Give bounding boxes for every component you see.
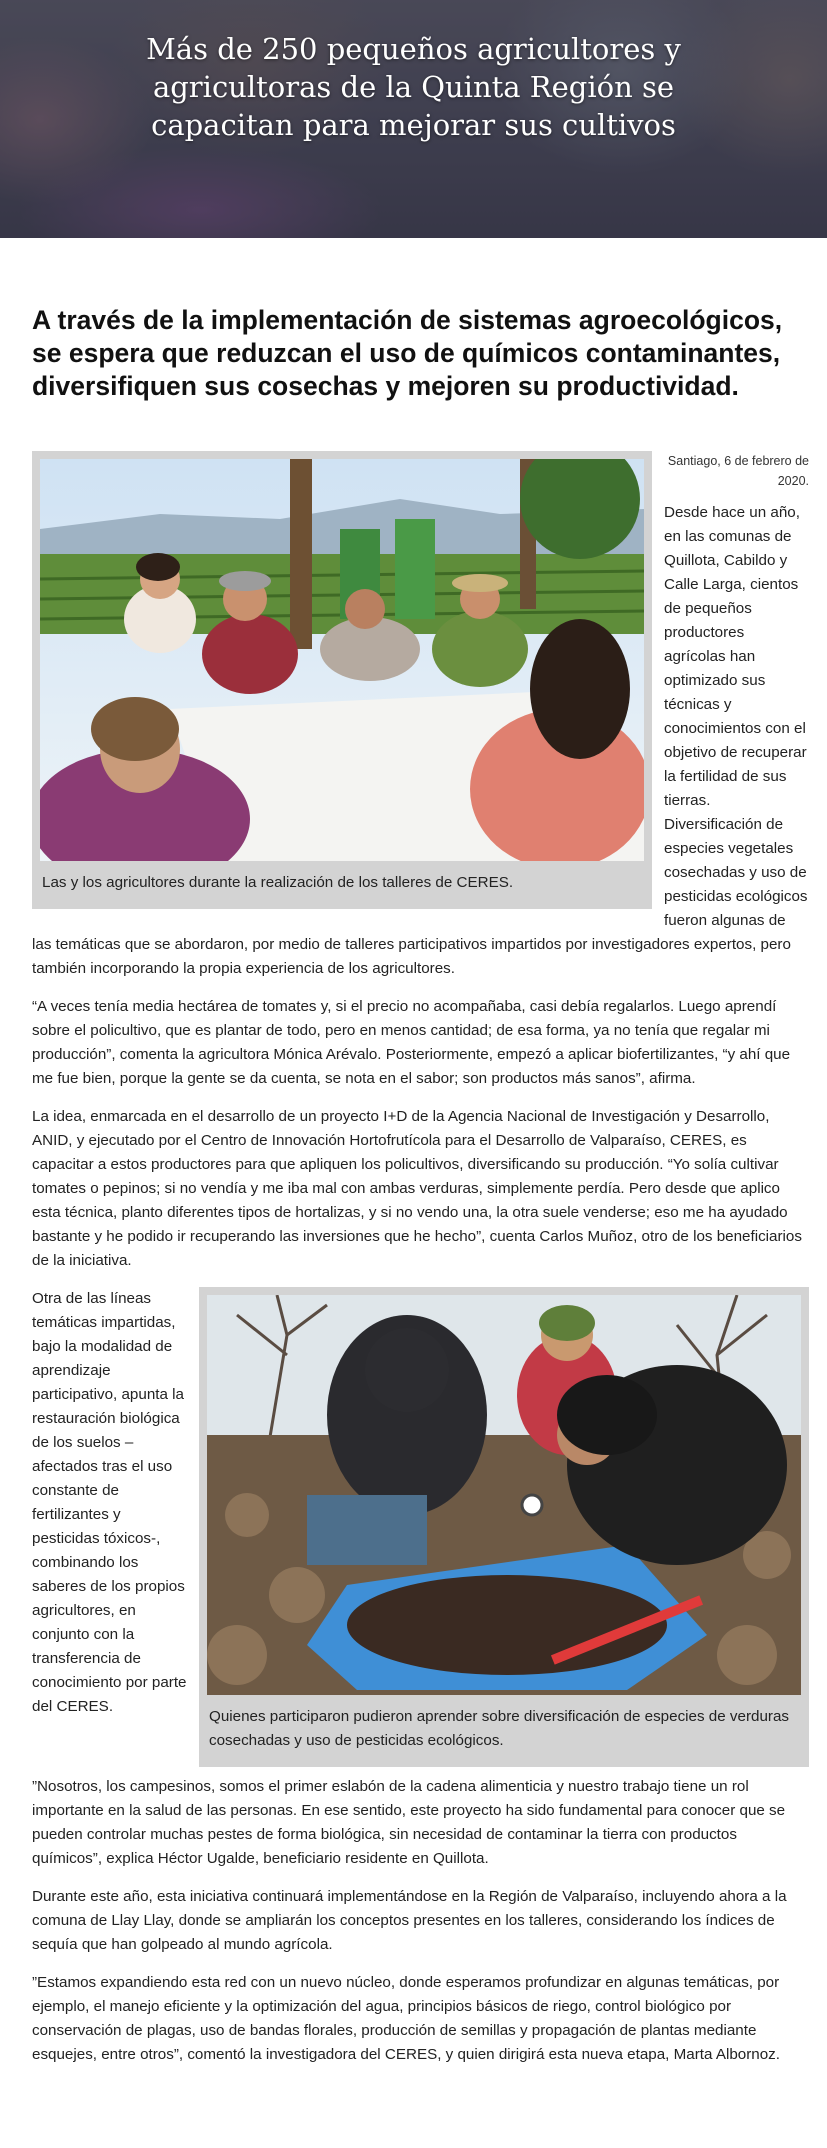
paragraph: La idea, enmarcada en el desarrollo de un proyecto I+D de la Agencia Nacional de Investigación y Desarrollo, ANID, y ejecutado por el Centro de Innovación Hortofrutícola para el Desarrollo de Valparaíso, CERES, es capacitar a estos productores para que apliquen los policultivos, diversificando su producción. “Yo solía cultivar tomates o pepinos; si no vendía y me iba mal con ambas verduras, simplemente perdía. Pero desde que aplico esta técnica, planto diferentes tipos de hortalizas, y si no vendo una, la otra suele venderse; eso me ha ayudado bastante y he podido ir recuperando las inversiones que he hecho”, cuenta Carlos Muñoz, otro de los beneficiarios de la iniciativa. [32,1108,802,1269]
article-body [32,451,809,2067]
paragraph: “A veces tenía media hectárea de tomates y, si el precio no acompañaba, casi debía regalarlos. Luego aprendí sobre el policultivo, que es plantar de todo, pero en menos cantidad; de esa forma, ya no tenía que regalar mi producción”, comenta la agricultora Mónica Arévalo. Posteriormente, empezó a aplicar biofertilizantes, “y ahí que me fue bien, porque la gente se da cuenta, se nota en el sabor; son productos más sanos”, afirma. [32,998,791,1087]
paragraph: Desde hace un año, en las comunas de Quillota, Cabildo y Calle Larga, cientos de pequeños productores agrícolas han optimizado sus técnicas y conocimientos con el objetivo de recuperar la fertilidad de sus tierras. Diversificación de especies vegetales cosechadas y uso de pesticidas ecológicos fueron algunas de las temáticas que se abordaron, por medio de talleres participativos impartidos por investigadores expertos, pero también incorporando la propia experiencia de los agricultores. [32,504,808,977]
paragraph: ”Estamos expandiendo esta red con un nuevo núcleo, donde esperamos profundizar en algunas temáticas, por ejemplo, el manejo eficiente y la optimización del agua, principios básicos de riego, control biológico por conservación de plagas, uso de bandas florales, producción de semillas y propagación de plantas mediante esquejes, entre otros”, comentó la investigadora del CERES, y quien dirigirá esta nueva etapa, Marta Albornoz. [32,1974,780,2063]
lead-paragraph: A través de la implementación de sistemas agroecológicos, se espera que reduzcan el uso de químicos contaminantes, diversifiquen sus cosechas y mejoren su productividad. [32,305,783,401]
figure-caption: Quienes participaron pudieron aprender sobre diversificación de especies de verduras cosechadas y uso de pesticidas ecológicos. [209,1708,789,1749]
figure-caption: Las y los agricultores durante la realización de los talleres de CERES. [42,874,514,891]
paragraph: Durante este año, esta iniciativa continuará implementándose en la Región de Valparaíso, incluyendo ahora a la comuna de Llay Llay, donde se ampliarán los conceptos presentes en los talleres, considerando los índices de sequía que han golpeado al mundo agrícola. [32,1888,787,1953]
paragraph: ”Nosotros, los campesinos, somos el primer eslabón de la cadena alimenticia y nuestro trabajo tiene un rol importante en la salud de las personas. En ese sentido, este proyecto ha sido fundamental para conocer que se pueden controlar muchas pestes de forma biológica, sin necesidad de contaminar la tierra con productos químicos”, explica Héctor Ugalde, beneficiario residente en Quillota. [32,1778,786,1867]
page-title: Más de 250 pequeños agricultores y agricultoras de la Quinta Región se capacitan para mejorar sus cultivos [146,32,681,142]
hero-banner [0,0,827,238]
photo-soil-sampling [207,1295,801,1695]
photo-workshop-table [40,459,644,861]
figure-soil-sampling [199,1287,809,1767]
paragraph: Otra de las líneas temáticas impartidas, bajo la modalidad de aprendizaje participativo, apunta la restauración biológica de los suelos –afectados tras el uso constante de fertilizantes y pesticidas tóxicos-, combinando los saberes de los propios agricultores, en conjunto con la transferencia de conocimiento por parte del CERES. [32,1290,187,1715]
dateline: Santiago, 6 de febrero de 2020. [667,454,809,488]
figure-workshop [32,451,652,909]
